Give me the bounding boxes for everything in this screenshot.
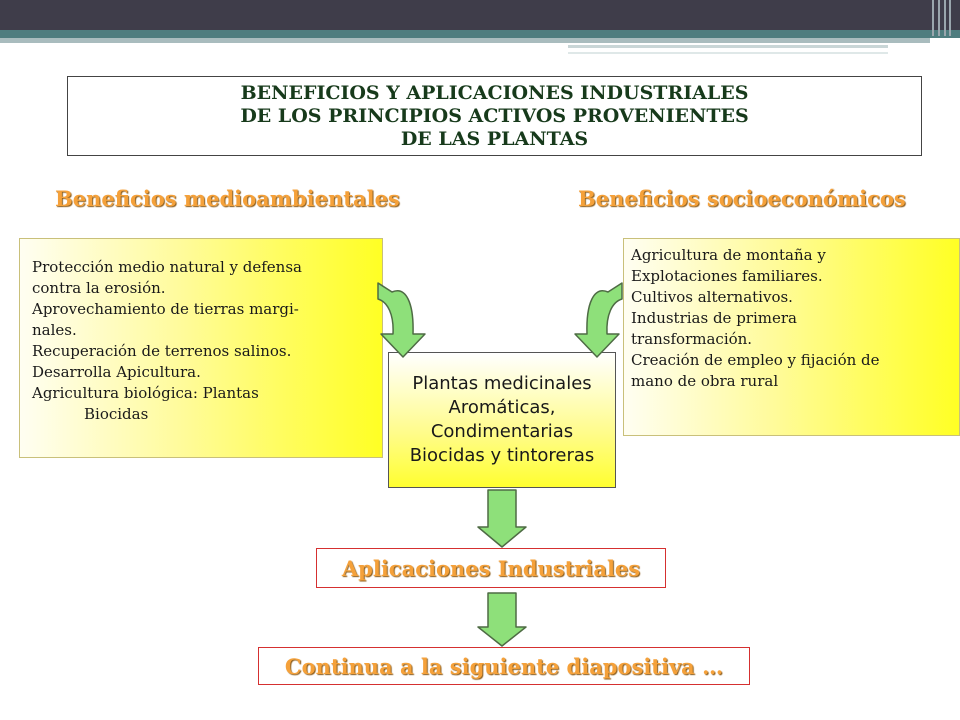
- plant-type-line: Aromáticas,: [448, 397, 556, 418]
- socioeconomic-benefits-heading: Beneficios socioeconómicos: [578, 186, 906, 211]
- environmental-benefit-line: nales.: [32, 321, 77, 339]
- socioeconomic-benefit-line: mano de obra rural: [631, 372, 779, 390]
- title-line-3: DE LAS PLANTAS: [400, 127, 589, 150]
- environmental-benefit-line: Biocidas: [84, 405, 149, 423]
- title-line-1: BENEFICIOS Y APLICACIONES INDUSTRIALES: [240, 81, 749, 104]
- plant-type-line: Plantas medicinales: [412, 373, 592, 394]
- environmental-benefit-line: Aprovechamiento de tierras margi-: [32, 300, 299, 318]
- environmental-benefit-line: Desarrolla Apicultura.: [32, 363, 201, 381]
- socioeconomic-benefit-line: Creación de empleo y fijación de: [631, 351, 880, 369]
- down-arrow-icon: [478, 593, 526, 646]
- plant-type-line: Condimentarias: [430, 421, 574, 442]
- environmental-benefits-heading: Beneficios medioambientales: [55, 186, 400, 211]
- socioeconomic-benefit-line: transformación.: [631, 330, 753, 348]
- curved-arrow-left-icon: [378, 283, 425, 357]
- environmental-benefit-line: contra la erosión.: [32, 279, 166, 297]
- environmental-benefit-line: Agricultura biológica: Plantas: [32, 384, 259, 402]
- down-arrow-icon: [478, 490, 526, 547]
- title-line-2: DE LOS PRINCIPIOS ACTIVOS PROVENIENTES: [240, 104, 749, 127]
- curved-arrow-right-icon: [575, 283, 622, 357]
- industrial-applications-label: Aplicaciones Industriales: [341, 555, 641, 581]
- socioeconomic-benefit-line: Cultivos alternativos.: [631, 288, 793, 306]
- socioeconomic-benefit-line: Industrias de primera: [631, 309, 797, 327]
- plant-type-line: Biocidas y tintoreras: [409, 445, 595, 466]
- environmental-benefit-line: Protección medio natural y defensa: [32, 258, 302, 276]
- continue-next-slide-label: Continua a la siguiente diapositiva …: [284, 653, 724, 679]
- socioeconomic-benefit-line: Agricultura de montaña y: [631, 246, 826, 264]
- environmental-benefit-line: Recuperación de terrenos salinos.: [32, 342, 292, 360]
- socioeconomic-benefit-line: Explotaciones familiares.: [631, 267, 823, 285]
